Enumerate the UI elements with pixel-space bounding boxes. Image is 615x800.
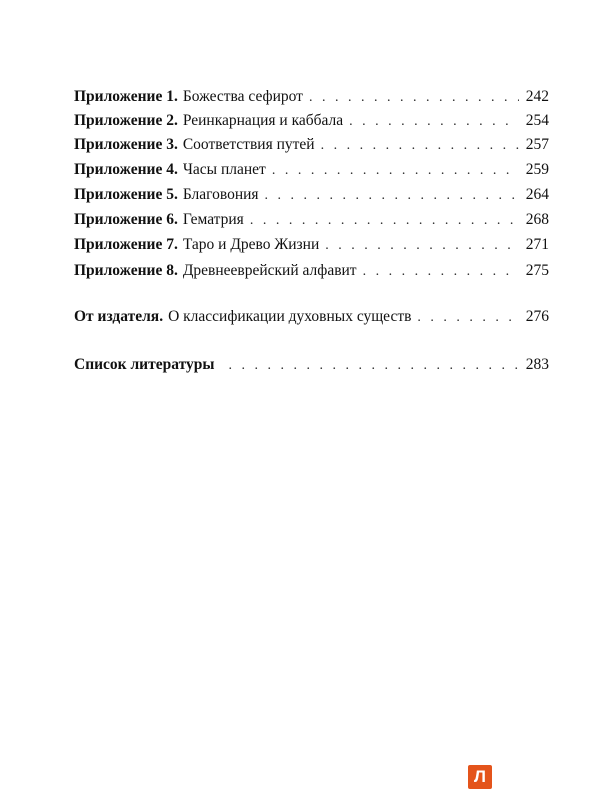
toc-entry-prefix: Приложение 3. [74,136,178,153]
toc-leader-dots [325,235,519,257]
toc-entry-title: Список литературы [74,356,215,373]
toc-entry [74,110,549,132]
toc-entry-page: 259 [525,161,549,178]
toc-leader-dots [309,87,519,109]
toc-entry-prefix: Приложение 7. [74,236,178,253]
toc-entry-publisher-note [74,306,549,328]
toc-entry-prefix: Приложение 8. [74,262,178,279]
toc-leader-dots [417,307,519,329]
toc-entry-title: Гематрия [182,211,244,228]
toc-entry-prefix: Приложение 6. [74,211,178,228]
toc-leader-dots [272,160,519,182]
toc-entry-page: 283 [525,356,549,373]
toc-entry-page: 254 [525,112,549,129]
toc-entry-title: Реинкарнация и каббала [182,112,344,129]
publisher-logo-icon [468,765,492,789]
toc-entry-prefix: Приложение 2. [74,112,178,129]
toc-entry [74,209,549,231]
logo-letter: Л [474,767,486,786]
toc-entry-title: Благовония [182,186,259,203]
toc-entry-bibliography [74,354,549,376]
toc-leader-dots [349,111,519,133]
toc-entry-page: 275 [525,262,549,279]
toc-entry [74,86,549,108]
toc-entry-prefix: Приложение 4. [74,161,178,178]
toc-entry-title: Часы планет [182,161,266,178]
toc-entry [74,184,549,206]
toc-entry-page: 257 [525,136,549,153]
toc-entry-prefix: Приложение 5. [74,186,178,203]
toc-entry-title: Древнееврейский алфавит [182,262,357,279]
toc-entry-title: Божества сефирот [182,88,303,105]
toc-entry [74,234,549,256]
toc-entry-page: 242 [525,88,549,105]
toc-entry-prefix: От издателя. [74,308,164,325]
toc-entry-title: Таро и Древо Жизни [182,236,320,253]
toc-entry-title: Соответствия путей [182,136,315,153]
toc-leader-dots [321,135,519,157]
toc-entry-page: 264 [525,186,549,203]
toc-entry [74,260,549,282]
toc-leader-dots [250,210,519,232]
toc-leader-dots [228,355,519,377]
toc-entry-title: О классификации духовных существ [168,308,412,325]
toc-entry [74,134,549,156]
toc-entry-page: 268 [525,211,549,228]
toc-leader-dots [363,261,519,283]
toc-entry-page: 276 [525,308,549,325]
toc-entry-prefix: Приложение 1. [74,88,178,105]
toc-leader-dots [265,185,519,207]
toc-entry-page: 271 [525,236,549,253]
toc-entry [74,159,549,181]
